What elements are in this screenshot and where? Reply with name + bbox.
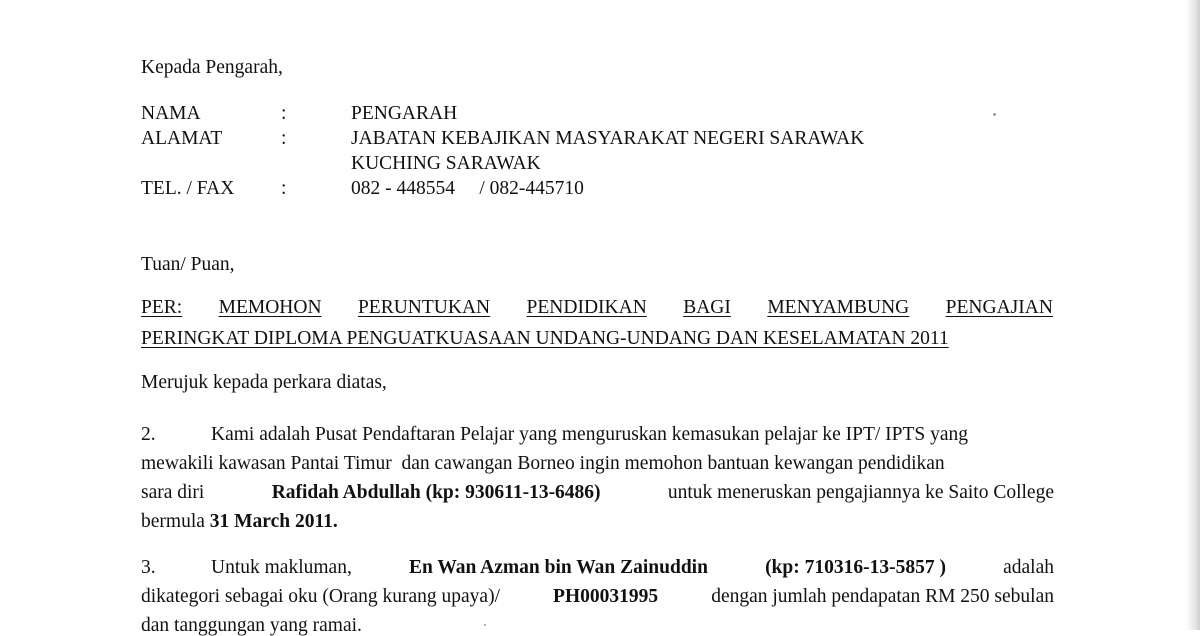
- addressee-sep-alamat: :: [281, 128, 287, 149]
- subject-word: PERUNTUKAN: [357, 297, 491, 318]
- paragraph-number: 2.: [141, 424, 156, 445]
- text-run: bermula: [141, 511, 205, 532]
- paragraph-2-line-2: mewakili kawasan Pantai Timur dan cawangan Borneo ingin memohon bantuan kewangan pendidikan: [141, 453, 945, 474]
- text-run: sara diri: [141, 482, 205, 503]
- addressee-sep-telfax: :: [281, 178, 287, 199]
- paragraph-3-line-3: dan tanggungan yang ramai.: [141, 615, 362, 636]
- subject-word: BAGI: [683, 297, 731, 318]
- reference-line: Merujuk kepada perkara diatas,: [141, 372, 387, 393]
- scan-speck: [993, 113, 996, 116]
- paragraph-3-line-2: [141, 587, 1054, 607]
- addressee-value-telfax: 082 - 448554 / 082-445710: [351, 178, 584, 199]
- text-run: adalah: [1003, 557, 1054, 578]
- subject-line-1: [141, 298, 1053, 318]
- addressee-value-alamat-line2: KUCHING SARAWAK: [351, 153, 541, 174]
- subject-word: MENYAMBUNG: [767, 297, 910, 318]
- text-run: dengan jumlah pendapatan RM 250 sebulan: [711, 586, 1054, 607]
- subject-line-2: PERINGKAT DIPLOMA PENGUATKUASAAN UNDANG-UNDANG DAN KESELAMATAN 2011: [141, 328, 949, 349]
- scan-speck: [484, 624, 486, 626]
- text-run: untuk meneruskan pengajiannya ke Saito College: [667, 482, 1054, 503]
- paragraph-2-line-4: [141, 512, 338, 532]
- subject-word: MEMOHON: [218, 297, 322, 318]
- paragraph-number: 3.: [141, 557, 156, 578]
- paragraph-2-line-3: [141, 483, 1054, 503]
- subject-word: PER:: [141, 297, 183, 318]
- paragraph-3-line-1: [211, 558, 1054, 578]
- addressee-label-alamat: ALAMAT: [141, 128, 223, 149]
- guardian-name: En Wan Azman bin Wan Zainuddin: [408, 557, 708, 578]
- scan-edge-shadow: [1186, 0, 1200, 630]
- text-run: dikategori sebagai oku (Orang kurang upaya)/: [141, 586, 500, 607]
- greeting-recipient: Kepada Pengarah,: [141, 57, 283, 78]
- addressee-label-telfax: TEL. / FAX: [141, 178, 235, 199]
- text-run: Untuk makluman,: [211, 557, 352, 578]
- subject-word: PENGAJIAN: [945, 297, 1053, 318]
- subject-word: PENDIDIKAN: [526, 297, 647, 318]
- start-date: 31 March 2011.: [209, 511, 338, 532]
- paragraph-2-line-1: Kami adalah Pusat Pendaftaran Pelajar yang menguruskan kemasukan pelajar ke IPT/ IPTS yang: [211, 424, 969, 445]
- guardian-kp: (kp: 710316-13-5857 ): [765, 557, 946, 578]
- oku-number: PH00031995: [553, 586, 659, 607]
- addressee-label-nama: NAMA: [141, 103, 201, 124]
- addressee-sep-nama: :: [281, 103, 287, 124]
- addressee-value-alamat: JABATAN KEBAJIKAN MASYARAKAT NEGERI SARAWAK: [351, 128, 865, 149]
- addressee-value-nama: PENGARAH: [351, 103, 458, 124]
- salutation: Tuan/ Puan,: [141, 254, 235, 275]
- student-name-kp: Rafidah Abdullah (kp: 930611-13-6486): [271, 482, 601, 503]
